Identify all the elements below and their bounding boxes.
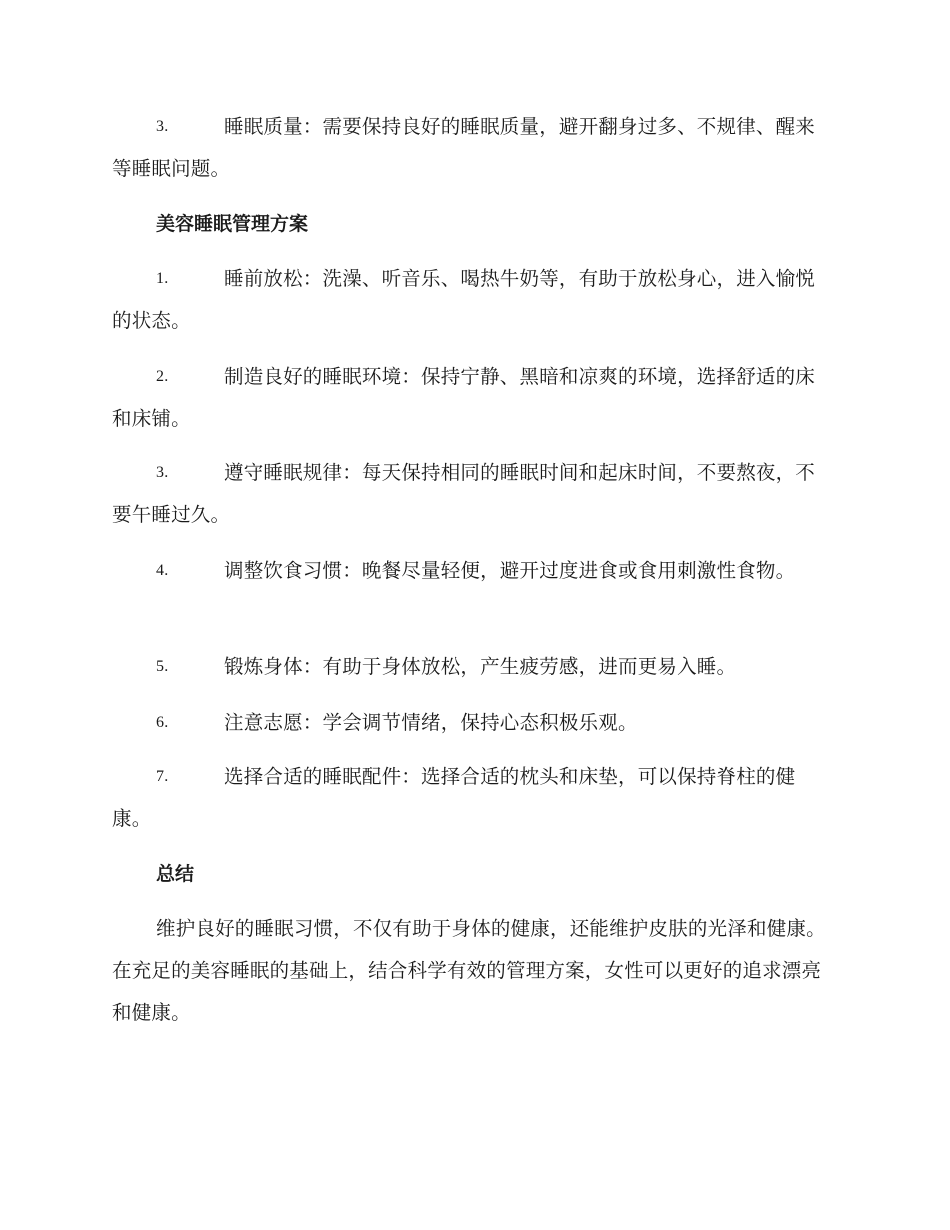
list-item-text: 锻炼身体：有助于身体放松，产生疲劳感，进而更易入睡。 xyxy=(224,655,737,678)
section-heading-plan: 美容睡眠管理方案 xyxy=(156,213,309,235)
list-item-text: 制造良好的睡眠环境：保持宁静、黑暗和凉爽的环境，选择舒适的床和床铺。 xyxy=(112,365,816,430)
list-item-number: 5. xyxy=(156,658,169,675)
list-item xyxy=(112,452,834,536)
list-item-number: 1. xyxy=(156,270,169,287)
list-item xyxy=(112,646,834,688)
list-item-text: 注意志愿：学会调节情绪，保持心态积极乐观。 xyxy=(224,711,638,734)
list-item xyxy=(112,258,834,342)
list-item-text: 调整饮食习惯：晚餐尽量轻便，避开过度进食或食用刺激性食物。 xyxy=(224,559,796,582)
list-item-sleep-quality xyxy=(112,106,834,190)
list-item-text: 睡眠质量：需要保持良好的睡眠质量，避开翻身过多、不规律、醒来等睡眠问题。 xyxy=(112,115,816,180)
list-item xyxy=(112,702,834,744)
summary-paragraph: 维护良好的睡眠习惯，不仅有助于身体的健康，还能维护皮肤的光泽和健康。在充足的美容睡眠的基础上，结合科学有效的管理方案，女性可以更好的追求漂亮和健康。 xyxy=(112,917,826,1024)
section-heading-summary: 总结 xyxy=(156,863,195,885)
list-item-text: 遵守睡眠规律：每天保持相同的睡眠时间和起床时间，不要熬夜，不要午睡过久。 xyxy=(112,461,816,526)
list-item-number: 6. xyxy=(156,714,169,731)
list-item xyxy=(112,550,834,592)
list-item-number: 7. xyxy=(156,768,169,785)
list-item xyxy=(112,356,834,440)
list-item-number: 2. xyxy=(156,368,169,385)
list-item-text: 选择合适的睡眠配件：选择合适的枕头和床垫，可以保持脊柱的健康。 xyxy=(112,765,796,830)
list-item-text: 睡前放松：洗澡、听音乐、喝热牛奶等，有助于放松身心，进入愉悦的状态。 xyxy=(112,267,816,332)
list-item-number: 4. xyxy=(156,562,169,579)
list-item xyxy=(112,756,834,840)
list-item-number: 3. xyxy=(156,464,169,481)
list-item-number: 3. xyxy=(156,118,169,135)
